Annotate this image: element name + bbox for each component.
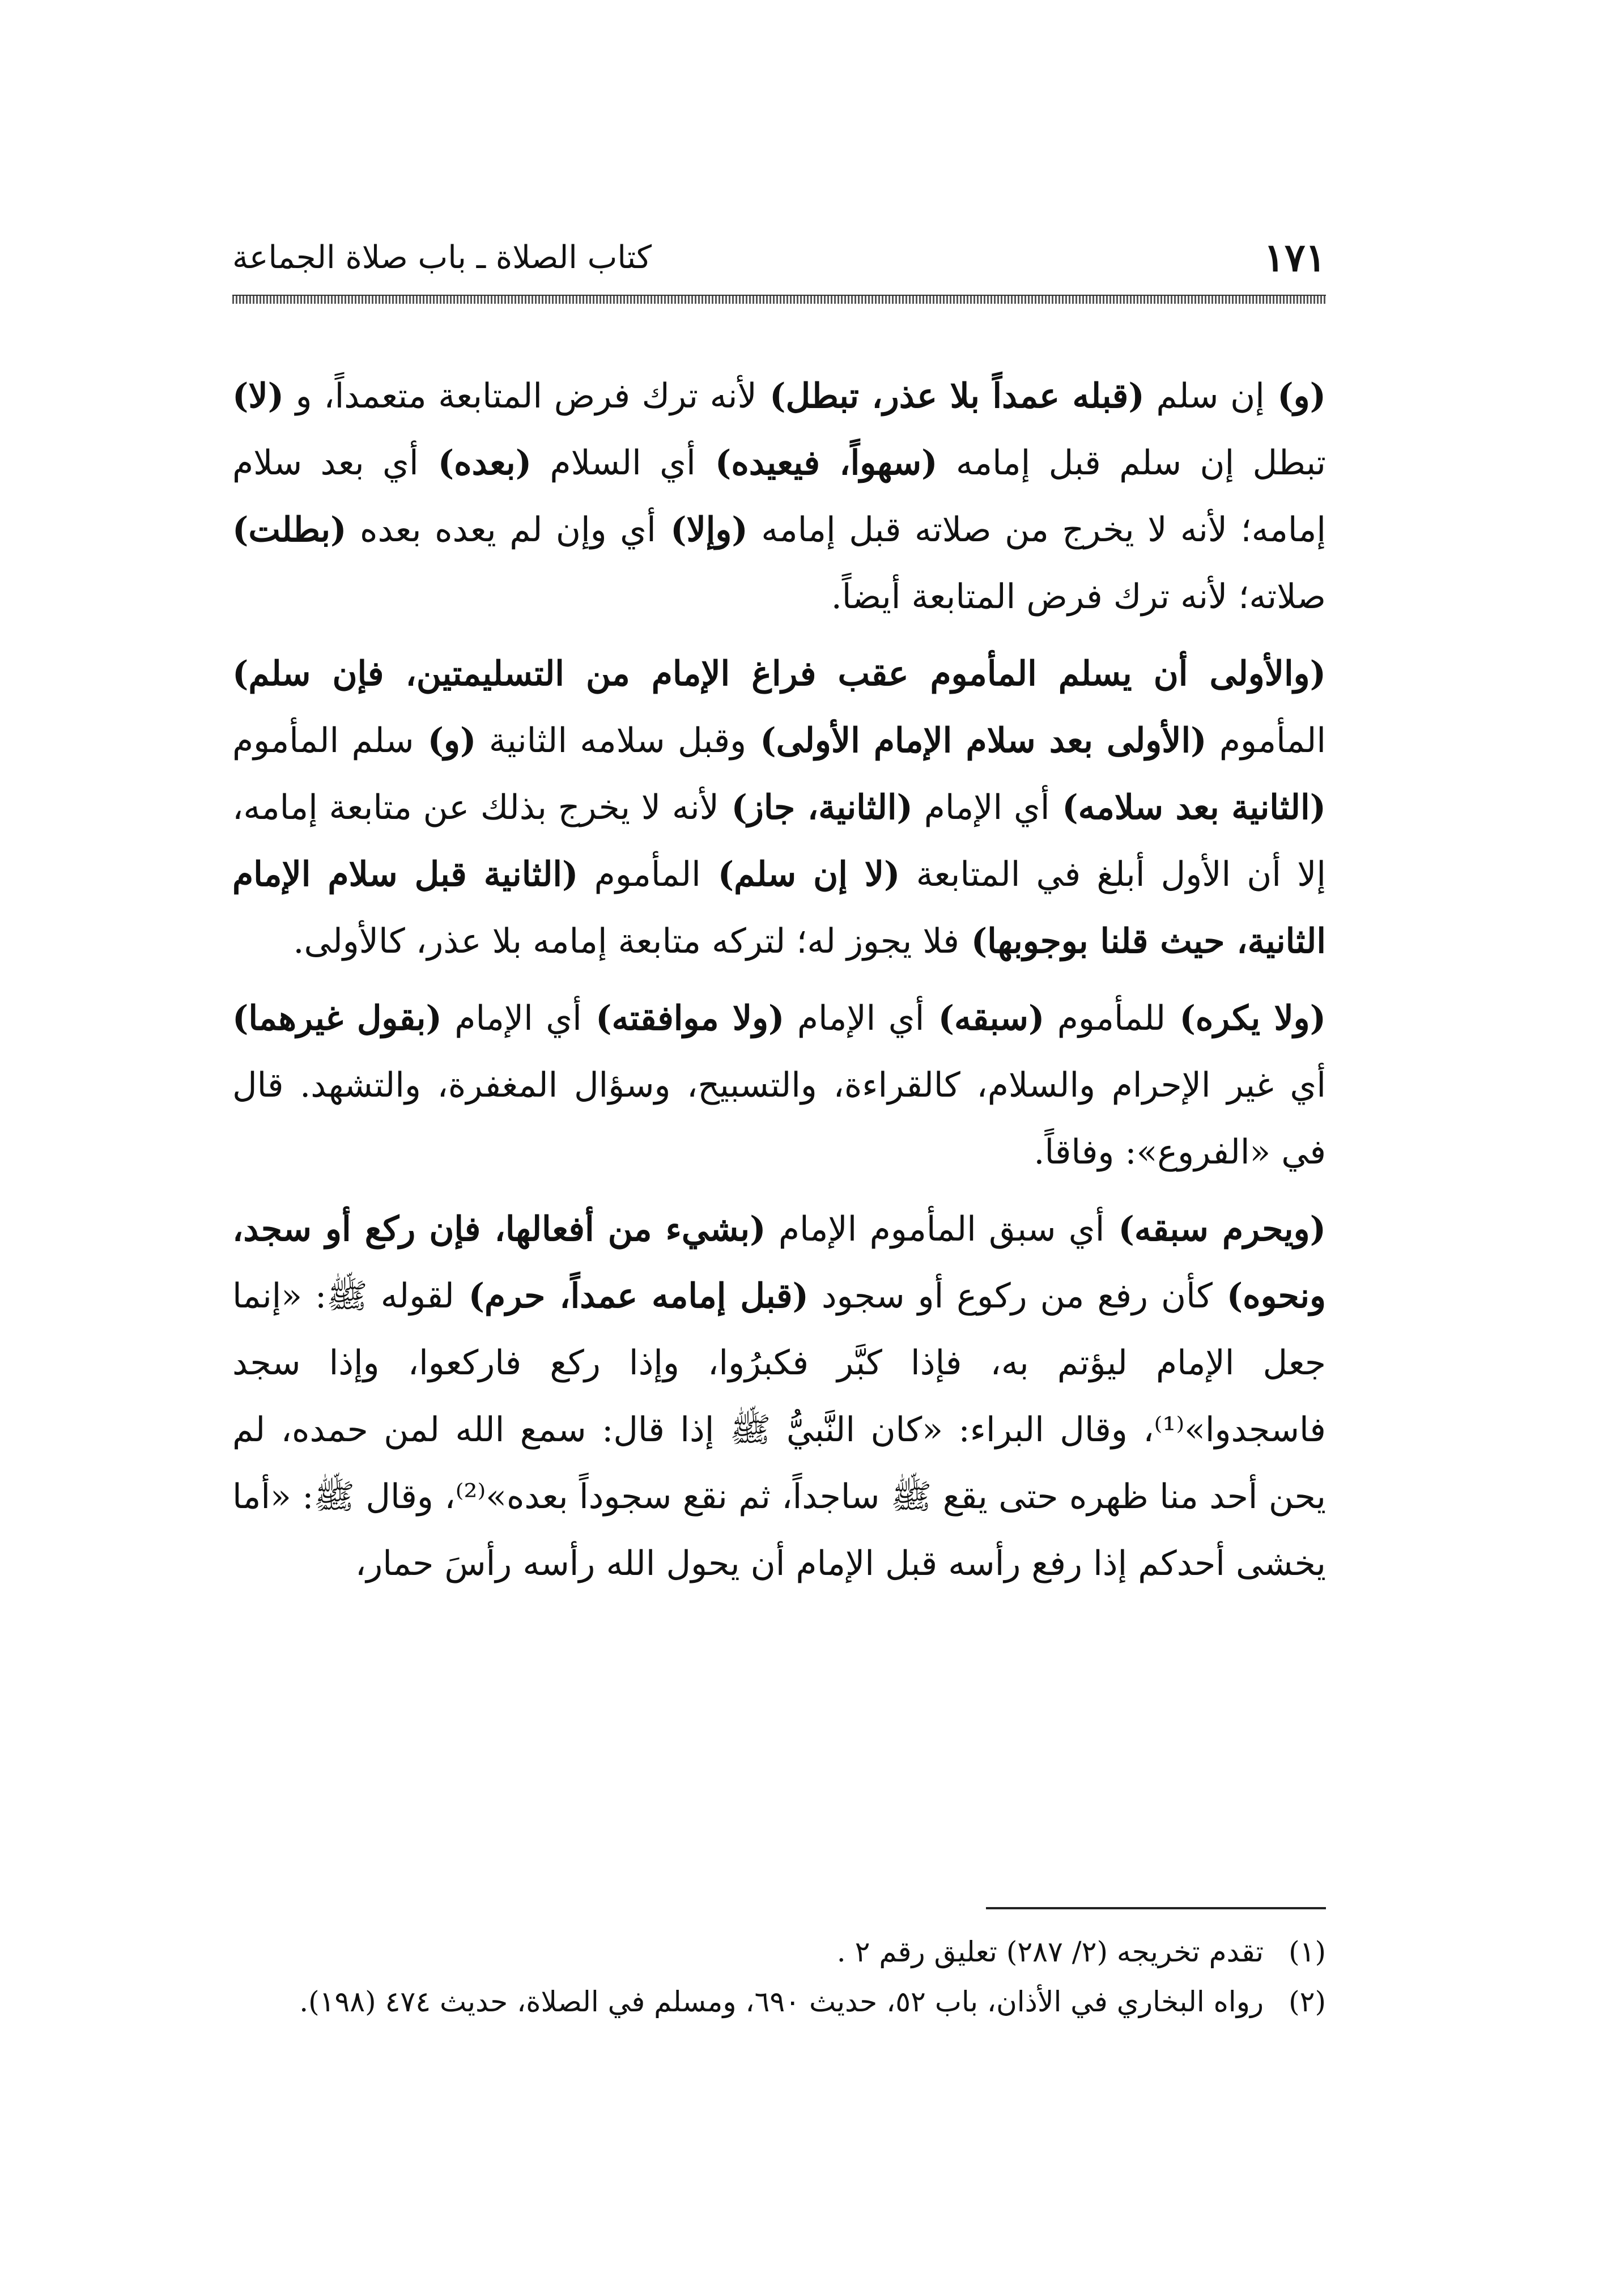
footnote-divider: [986, 1907, 1326, 1909]
matn-text: (و): [1264, 376, 1327, 416]
matn-text: (لا إن سلم): [700, 855, 900, 894]
matn-text: (ولا يكره): [1166, 999, 1327, 1038]
matn-text: (والأولى أن يسلم المأموم عقب فراغ الإمام من التسليمتين، فإن سلم): [232, 654, 1326, 694]
sharh-text: فلا يجوز له؛ لتركه متابعة إمامه بلا عذر، كالأولى.: [293, 922, 959, 961]
matn-text: (الثانية بعد سلامه): [1049, 788, 1327, 827]
page-number: ١٧١: [1264, 235, 1326, 281]
sharh-text: أي وإن لم يعده بعده: [346, 510, 656, 550]
sharh-text: وقبل سلامه الثانية: [476, 721, 747, 761]
matn-text: (الأولى بعد سلام الإمام الأولى): [746, 721, 1207, 761]
sharh-text: أي بعد سلام إمامه؛ لأنه لا يخرج من صلاته قبل إمامه: [232, 443, 1327, 550]
header-divider: [232, 295, 1326, 304]
main-text: [232, 363, 1326, 1607]
sharh-text: أي سبق المأموم الإمام: [766, 1209, 1105, 1249]
sharh-text: أي الإمام: [441, 999, 582, 1038]
footnote-text: تقدم تخريجه (٢/ ٢٨٧) تعليق رقم ٢ .: [836, 1935, 1264, 1968]
sharh-text: أي غير الإحرام والسلام، كالقراءة، والتسبيح، وسؤال المغفرة، والتشهد. قال في «الفروع»: وفاقاً.: [232, 1065, 1326, 1172]
sharh-text: تبطل إن سلم قبل إمامه: [937, 443, 1327, 483]
matn-text: (الثانية قبل سلام الإمام الثانية، حيث قلنا بوجوبها): [232, 855, 1326, 961]
matn-text: (و): [414, 721, 477, 761]
footnote: [232, 1977, 1326, 2027]
matn-text: (بطلت): [232, 510, 347, 550]
sharh-text: لأنه لا يخرج بذلك عن متابعة إمامه، إلا أن الأول أبلغ في المتابعة: [232, 788, 1326, 894]
footnote-number: (٢): [1289, 1985, 1326, 2018]
paragraph: [232, 640, 1326, 975]
matn-text: (سبقه): [924, 999, 1045, 1038]
matn-text: (لا): [232, 376, 284, 416]
matn-text: (ولا موافقته): [581, 999, 785, 1038]
paragraph: [232, 985, 1326, 1186]
paragraph: [232, 1196, 1326, 1597]
sharh-text: أي السلام: [532, 443, 696, 483]
sharh-text: إن سلم: [1144, 376, 1265, 416]
sharh-text: أي الإمام: [912, 788, 1050, 827]
matn-text: (سهواً، فيعيده): [695, 443, 938, 483]
sharh-text: المأموم: [578, 855, 701, 894]
matn-text: (وإلا): [656, 510, 748, 550]
sharh-text: المأموم: [1206, 721, 1327, 761]
footnote-number: (١): [1289, 1935, 1326, 1968]
sharh-text: للمأموم: [1044, 999, 1166, 1038]
matn-text: (الثانية، جاز): [719, 788, 913, 827]
sharh-text: سلم المأموم: [232, 721, 414, 761]
sharh-text: أي الإمام: [784, 999, 925, 1038]
sharh-text: صلاته؛ لأنه ترك فرض المتابعة أيضاً.: [831, 577, 1326, 617]
footnote-text: رواه البخاري في الأذان، باب ٥٢، حديث ٦٩٠، ومسلم في الصلاة، حديث ٤٧٤ (١٩٨).: [299, 1985, 1264, 2018]
matn-text: (ويحرم سبقه): [1104, 1209, 1326, 1249]
sharh-text: لقوله ﷺ: «إنما جعل الإمام ليؤتم به، فإذا كبَّر فكبرُوا، وإذا ركع فاركعوا، وإذا سجد فاسجدوا»⁽¹⁾، وقال البراء: «كان النَّبيُّ ﷺ إذا قال: سمع الله لمن حمده، لم يحن أحد منا ظهره حتى يقع ﷺ ساجداً، ثم نقع سجوداً بعده»⁽²⁾، وقال ﷺ: «أما يخشى أحدكم إذا رفع رأسه قبل الإمام أن يحول الله رأسه رأسَ حمار،: [232, 1276, 1326, 1583]
matn-text: (قبل إمامه عمداً، حرم): [454, 1276, 809, 1316]
footnotes: [232, 1927, 1326, 2027]
paragraph: [232, 363, 1326, 630]
matn-text: (بشيء من أفعالها، فإن ركع أو سجد، ونحوه): [232, 1209, 1326, 1316]
sharh-text: لأنه ترك فرض المتابعة متعمداً، و: [284, 376, 757, 416]
sharh-text: كأن رفع من ركوع أو سجود: [808, 1276, 1213, 1316]
footnote: [232, 1927, 1326, 1977]
matn-text: (بعده): [418, 443, 532, 483]
running-title: كتاب الصلاة ـ باب صلاة الجماعة: [232, 239, 652, 276]
matn-text: (بقول غيرهما): [232, 999, 442, 1038]
page-header: [232, 232, 1326, 283]
matn-text: (قبله عمداً بلا عذر، تبطل): [756, 376, 1145, 416]
